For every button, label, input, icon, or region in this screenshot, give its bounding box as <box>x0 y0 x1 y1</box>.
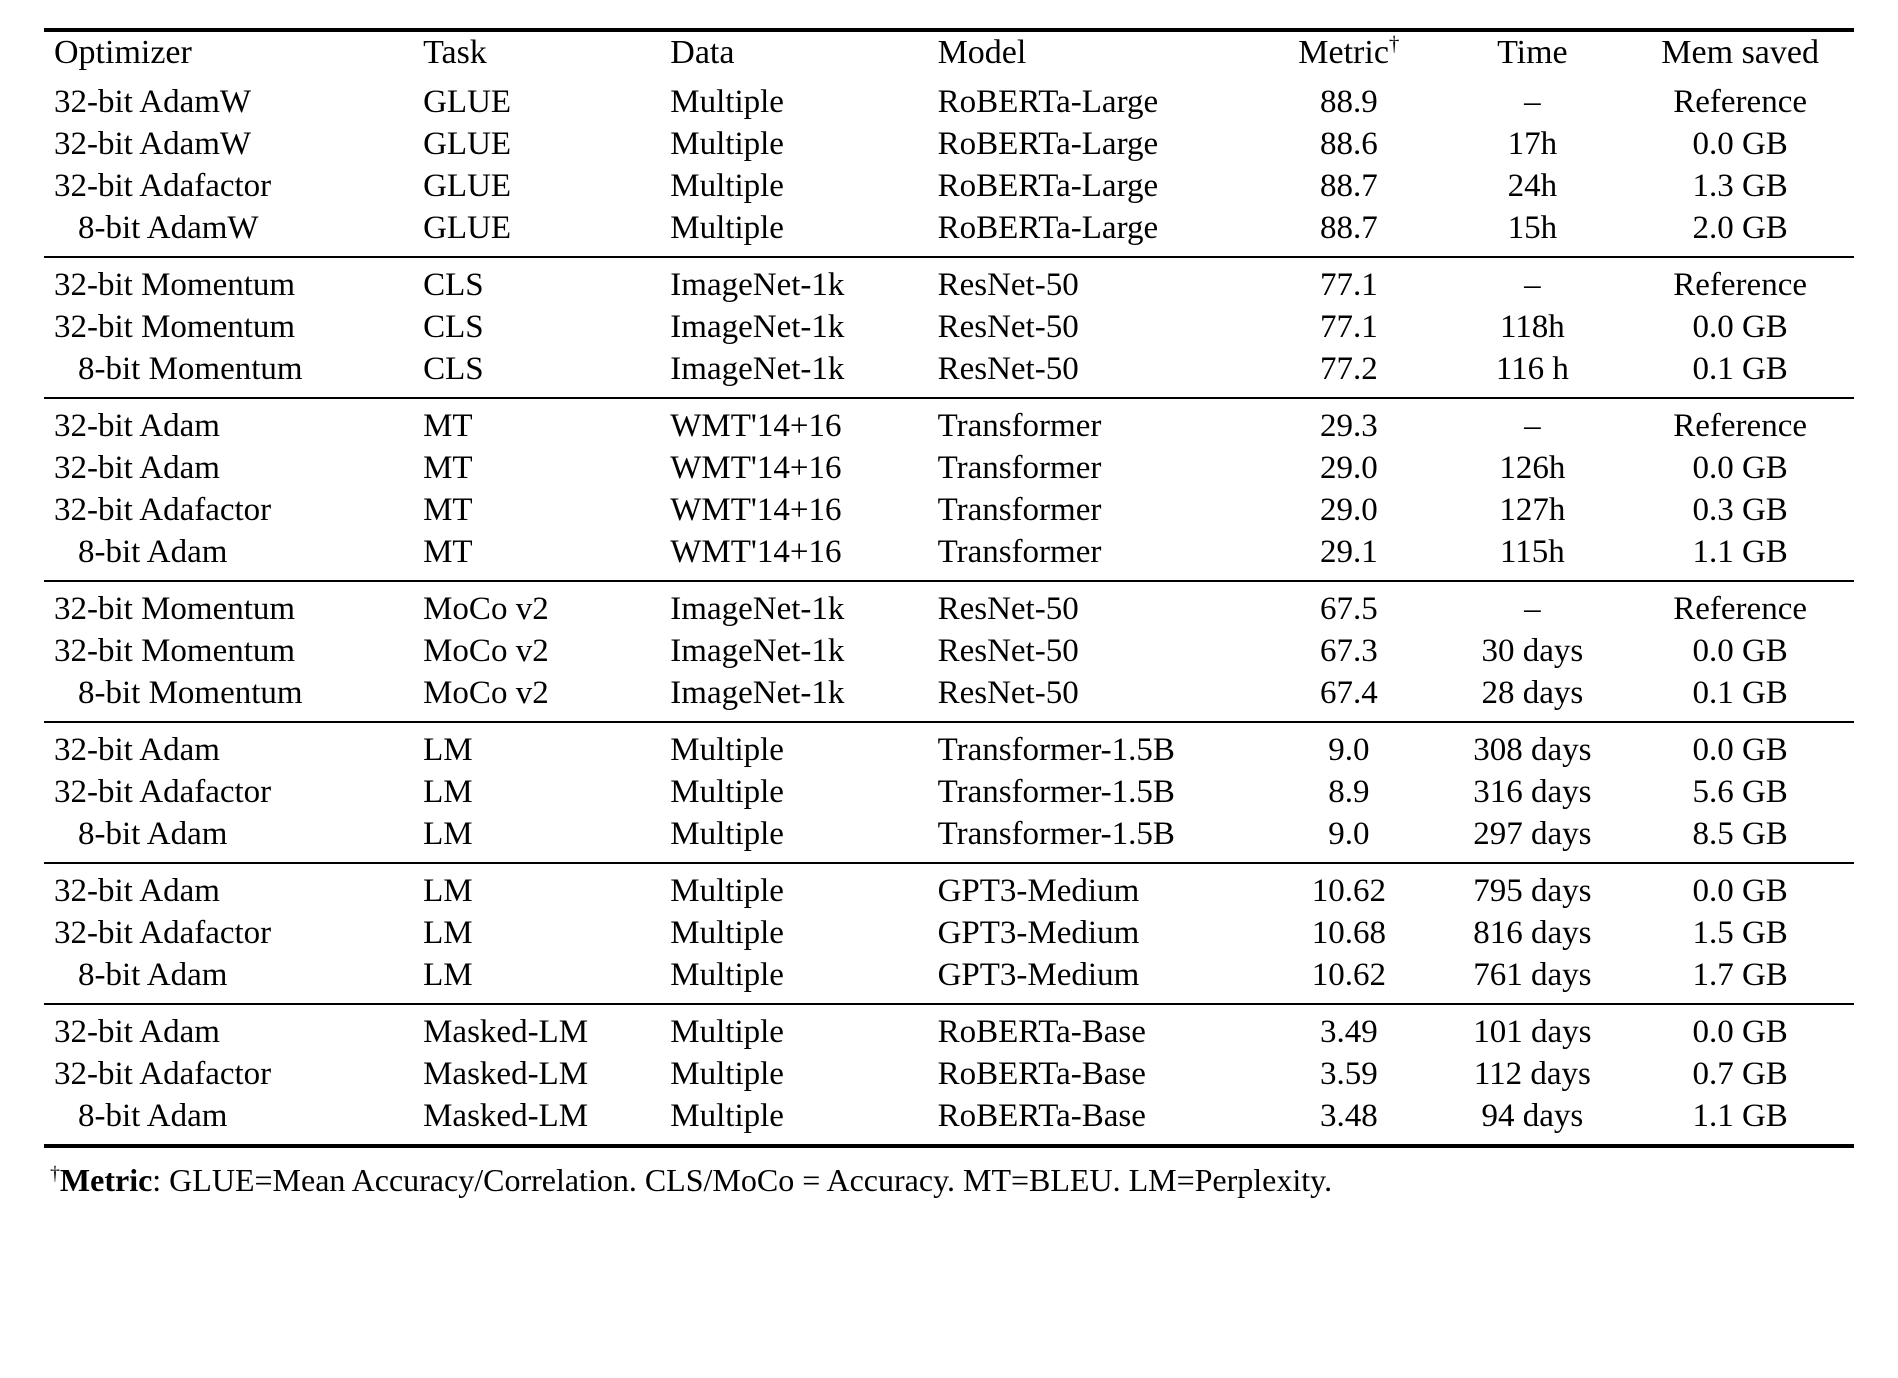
cell-metric: 77.2 <box>1320 351 1378 387</box>
table-row <box>44 448 1854 490</box>
cell-data: WMT'14+16 <box>670 534 842 570</box>
cell-time: 116 h <box>1495 351 1569 387</box>
cell-model: Transformer <box>928 398 1260 448</box>
cell-task: LM <box>423 915 473 951</box>
cell-model: ResNet-50 <box>928 581 1260 631</box>
table-row <box>44 1004 1854 1054</box>
cell-model: RoBERTa-Large <box>937 168 1159 204</box>
cell-optimizer: 32-bit Adam <box>44 1004 413 1054</box>
table-row <box>44 124 1854 166</box>
cell-metric: 9.0 <box>1259 722 1438 772</box>
cell-data: WMT'14+16 <box>670 492 842 528</box>
cell-metric: 10.62 <box>1311 957 1386 993</box>
cell-time: 127h <box>1499 492 1566 528</box>
cell-model: GPT3-Medium <box>937 915 1140 951</box>
cell-model: Transformer <box>937 534 1102 570</box>
cell-mem-saved: 0.0 GB <box>1626 863 1854 913</box>
cell-data: ImageNet-1k <box>670 309 845 345</box>
column-header-model: Model <box>928 30 1260 75</box>
cell-data: ImageNet-1k <box>660 257 927 307</box>
cell-mem-saved: 1.7 GB <box>1692 957 1788 993</box>
cell-data: Multiple <box>670 915 784 951</box>
table-row <box>44 349 1854 398</box>
cell-task: GLUE <box>423 126 512 162</box>
cell-model: RoBERTa-Large <box>937 84 1159 120</box>
cell-time: 115h <box>1499 534 1565 570</box>
column-header-task: Task <box>413 30 660 75</box>
cell-metric: 88.9 <box>1320 84 1378 120</box>
cell-task: CLS <box>413 257 660 307</box>
cell-model: ResNet-50 <box>937 675 1079 711</box>
cell-metric: 29.3 <box>1259 398 1438 448</box>
cell-data: Multiple <box>670 957 784 993</box>
cell-time: 761 days <box>1473 957 1592 993</box>
cell-optimizer: 32-bit Adam <box>44 398 413 448</box>
cell-mem-saved: 0.3 GB <box>1692 492 1788 528</box>
table-row <box>44 307 1854 349</box>
cell-optimizer: 32-bit AdamW <box>54 126 252 162</box>
cell-data: ImageNet-1k <box>670 633 845 669</box>
cell-model: RoBERTa-Base <box>928 1096 1260 1146</box>
table-body <box>44 75 1854 1146</box>
cell-time: 126h <box>1499 450 1566 486</box>
cell-model: Transformer-1.5B <box>928 722 1260 772</box>
cell-mem-saved: 5.6 GB <box>1692 774 1788 810</box>
cell-time: 24h <box>1507 168 1558 204</box>
cell-optimizer: 32-bit Adafactor <box>54 915 272 951</box>
cell-task: GLUE <box>423 168 512 204</box>
cell-optimizer: 8-bit Momentum <box>78 351 303 387</box>
cell-mem-saved: 0.0 GB <box>1626 1004 1854 1054</box>
column-header-mem-saved: Mem saved <box>1626 30 1854 75</box>
cell-optimizer: 32-bit Momentum <box>44 257 413 307</box>
table-row <box>44 863 1854 913</box>
cell-mem-saved: 2.0 GB <box>1692 210 1788 246</box>
cell-optimizer: 8-bit AdamW <box>78 210 259 246</box>
cell-model: Transformer <box>937 450 1102 486</box>
cell-optimizer: 32-bit Momentum <box>54 309 296 345</box>
column-header-metric <box>1259 30 1438 75</box>
cell-time: 316 days <box>1473 774 1592 810</box>
cell-model: RoBERTa-Base <box>937 1056 1146 1092</box>
table-row <box>44 581 1854 631</box>
cell-task: MoCo v2 <box>423 633 549 669</box>
cell-optimizer: 32-bit Momentum <box>54 633 296 669</box>
cell-mem-saved: 1.1 GB <box>1692 534 1788 570</box>
table-header-row <box>44 30 1854 75</box>
cell-optimizer: 32-bit Adam <box>44 722 413 772</box>
table-row <box>44 166 1854 208</box>
table-footnote <box>44 1162 1854 1199</box>
cell-time: 795 days <box>1438 863 1626 913</box>
cell-mem-saved: Reference <box>1626 581 1854 631</box>
table-row <box>44 490 1854 532</box>
cell-data: Multiple <box>670 210 784 246</box>
cell-mem-saved: 0.1 GB <box>1692 675 1788 711</box>
column-header-optimizer: Optimizer <box>44 30 413 75</box>
cell-optimizer: 32-bit Adafactor <box>54 492 272 528</box>
cell-data: Multiple <box>670 84 784 120</box>
table-row <box>44 772 1854 814</box>
cell-metric: 77.1 <box>1320 309 1378 345</box>
cell-metric: 3.48 <box>1259 1096 1438 1146</box>
cell-data: ImageNet-1k <box>670 351 845 387</box>
cell-optimizer: 32-bit Adafactor <box>54 168 272 204</box>
table-row <box>44 398 1854 448</box>
cell-time: 17h <box>1507 126 1558 162</box>
cell-task: MT <box>413 398 660 448</box>
cell-model: ResNet-50 <box>928 257 1260 307</box>
cell-metric: 67.4 <box>1320 675 1378 711</box>
cell-time: 112 days <box>1473 1056 1591 1092</box>
cell-time: – <box>1438 257 1626 307</box>
footnote-text: : GLUE=Mean Accuracy/Correlation. CLS/MoCo = Accuracy. MT=BLEU. LM=Perplexity. <box>152 1162 1333 1198</box>
table-row <box>44 814 1854 863</box>
cell-time: 816 days <box>1473 915 1592 951</box>
cell-mem-saved: 0.7 GB <box>1692 1056 1788 1092</box>
cell-time: 118h <box>1499 309 1565 345</box>
cell-mem-saved: 0.0 GB <box>1626 722 1854 772</box>
cell-optimizer: 32-bit Adafactor <box>54 774 272 810</box>
cell-optimizer: 8-bit Adam <box>78 816 228 852</box>
cell-task: CLS <box>423 309 484 345</box>
table-row <box>44 1054 1854 1096</box>
table-row <box>44 532 1854 581</box>
cell-metric: 67.3 <box>1320 633 1378 669</box>
cell-metric: 10.62 <box>1259 863 1438 913</box>
cell-optimizer: 8-bit Adam <box>44 1096 413 1146</box>
cell-time: – <box>1438 398 1626 448</box>
cell-data: WMT'14+16 <box>670 450 842 486</box>
table-header <box>44 30 1854 75</box>
cell-model: RoBERTa-Large <box>937 210 1159 246</box>
cell-data: Multiple <box>670 168 784 204</box>
cell-optimizer: 8-bit Momentum <box>78 675 303 711</box>
cell-data: Multiple <box>670 774 784 810</box>
cell-task: GLUE <box>423 84 512 120</box>
cell-optimizer: 8-bit Adam <box>78 534 228 570</box>
cell-optimizer: 8-bit Adam <box>78 957 228 993</box>
cell-optimizer: 32-bit Adam <box>54 450 220 486</box>
cell-metric: 77.1 <box>1259 257 1438 307</box>
table-row <box>44 257 1854 307</box>
cell-task: Masked-LM <box>423 1056 589 1092</box>
cell-task: MoCo v2 <box>413 581 660 631</box>
cell-task: Masked-LM <box>413 1004 660 1054</box>
cell-time: 30 days <box>1481 633 1584 669</box>
cell-mem-saved: 8.5 GB <box>1692 816 1788 852</box>
results-table <box>44 28 1854 1148</box>
cell-data: Multiple <box>670 1056 784 1092</box>
cell-mem-saved: 1.5 GB <box>1692 915 1788 951</box>
cell-metric: 3.49 <box>1259 1004 1438 1054</box>
cell-task: LM <box>413 863 660 913</box>
cell-model: Transformer-1.5B <box>937 816 1175 852</box>
cell-metric: 88.7 <box>1320 168 1378 204</box>
cell-data: Multiple <box>660 1096 927 1146</box>
cell-time: 297 days <box>1473 816 1592 852</box>
column-header-time: Time <box>1438 30 1626 75</box>
cell-model: RoBERTa-Large <box>937 126 1159 162</box>
cell-metric: 8.9 <box>1328 774 1370 810</box>
footnote-label: Metric <box>59 1162 153 1198</box>
metric-dagger-marker: † <box>1388 31 1400 56</box>
column-header-data: Data <box>660 30 927 75</box>
table-row <box>44 913 1854 955</box>
column-header-metric-label: Metric <box>1298 34 1389 71</box>
cell-data: Multiple <box>660 863 927 913</box>
table-row <box>44 722 1854 772</box>
footnote-dagger-marker: † <box>50 1162 60 1185</box>
cell-time: 101 days <box>1438 1004 1626 1054</box>
cell-mem-saved: 0.1 GB <box>1692 351 1788 387</box>
cell-mem-saved: 0.0 GB <box>1692 450 1788 486</box>
cell-data: Multiple <box>660 1004 927 1054</box>
cell-metric: 67.5 <box>1259 581 1438 631</box>
cell-data: Multiple <box>670 126 784 162</box>
cell-mem-saved: 0.0 GB <box>1692 126 1788 162</box>
cell-mem-saved: 1.3 GB <box>1692 168 1788 204</box>
cell-mem-saved: Reference <box>1673 84 1807 120</box>
cell-mem-saved: 0.0 GB <box>1692 633 1788 669</box>
cell-model: Transformer <box>937 492 1102 528</box>
table-row <box>44 955 1854 1004</box>
cell-task: LM <box>423 816 473 852</box>
cell-mem-saved: Reference <box>1626 257 1854 307</box>
cell-data: WMT'14+16 <box>660 398 927 448</box>
cell-task: MT <box>423 450 473 486</box>
cell-task: GLUE <box>423 210 512 246</box>
cell-data: ImageNet-1k <box>660 581 927 631</box>
cell-data: Multiple <box>660 722 927 772</box>
cell-task: LM <box>423 957 473 993</box>
cell-optimizer: 32-bit Momentum <box>44 581 413 631</box>
cell-metric: 9.0 <box>1328 816 1370 852</box>
cell-data: Multiple <box>670 816 784 852</box>
cell-metric: 88.6 <box>1320 126 1378 162</box>
cell-time: 28 days <box>1481 675 1584 711</box>
cell-task: LM <box>423 774 473 810</box>
table-row <box>44 631 1854 673</box>
table-row <box>44 75 1854 124</box>
cell-task: LM <box>413 722 660 772</box>
cell-model: GPT3-Medium <box>928 863 1260 913</box>
cell-model: GPT3-Medium <box>937 957 1140 993</box>
table-row <box>44 673 1854 722</box>
cell-metric: 29.0 <box>1320 450 1378 486</box>
cell-task: MT <box>423 534 473 570</box>
cell-time: – <box>1524 84 1541 120</box>
cell-mem-saved: 1.1 GB <box>1626 1096 1854 1146</box>
cell-task: MoCo v2 <box>423 675 549 711</box>
cell-metric: 29.0 <box>1320 492 1378 528</box>
cell-model: ResNet-50 <box>937 633 1079 669</box>
cell-time: – <box>1438 581 1626 631</box>
cell-mem-saved: 0.0 GB <box>1692 309 1788 345</box>
cell-model: Transformer-1.5B <box>937 774 1175 810</box>
cell-task: Masked-LM <box>413 1096 660 1146</box>
cell-time: 94 days <box>1438 1096 1626 1146</box>
cell-model: ResNet-50 <box>937 309 1079 345</box>
cell-optimizer: 32-bit Adafactor <box>54 1056 272 1092</box>
cell-time: 308 days <box>1438 722 1626 772</box>
cell-optimizer: 32-bit Adam <box>44 863 413 913</box>
cell-task: CLS <box>423 351 484 387</box>
cell-optimizer: 32-bit AdamW <box>54 84 252 120</box>
cell-data: ImageNet-1k <box>670 675 845 711</box>
cell-model: ResNet-50 <box>937 351 1079 387</box>
cell-metric: 10.68 <box>1311 915 1386 951</box>
cell-task: MT <box>423 492 473 528</box>
table-row <box>44 1096 1854 1146</box>
cell-mem-saved: Reference <box>1626 398 1854 448</box>
cell-metric: 29.1 <box>1320 534 1378 570</box>
cell-model: RoBERTa-Base <box>928 1004 1260 1054</box>
cell-time: 15h <box>1507 210 1558 246</box>
cell-metric: 88.7 <box>1320 210 1378 246</box>
cell-metric: 3.59 <box>1320 1056 1378 1092</box>
table-row <box>44 208 1854 257</box>
